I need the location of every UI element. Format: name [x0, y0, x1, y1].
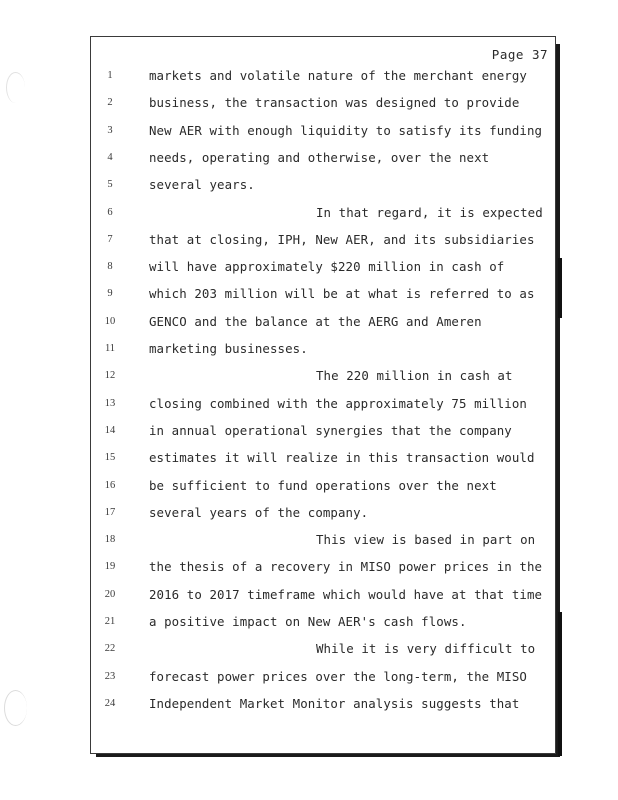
- page-number-label: Page: [491, 47, 524, 62]
- line-text: New AER with enough liquidity to satisfy its funding: [149, 122, 543, 138]
- transcript-line: [0, 123, 618, 143]
- line-text: will have approximately $220 million in cash of: [149, 259, 505, 275]
- line-text: several years.: [149, 177, 255, 193]
- line-number: 18: [104, 534, 116, 546]
- line-number: 3: [107, 124, 113, 136]
- line-text: closing combined with the approximately 75 million: [149, 395, 527, 411]
- line-text: estimates it will realize in this transaction would: [149, 450, 535, 466]
- line-text: markets and volatile nature of the merchant energy: [149, 68, 527, 83]
- line-number: 7: [107, 233, 113, 245]
- transcript-line: [0, 232, 618, 252]
- line-text: In that regard, it is expected: [316, 204, 543, 220]
- line-text: the thesis of a recovery in MISO power prices in the: [149, 559, 543, 575]
- transcript-line: [0, 532, 618, 552]
- transcript-line: [0, 478, 618, 498]
- line-number: 10: [104, 315, 116, 327]
- line-number: 2: [107, 97, 113, 109]
- line-number: 22: [104, 643, 116, 655]
- line-number: 5: [107, 179, 113, 191]
- transcript-line: [0, 150, 618, 170]
- line-number: 17: [104, 506, 116, 518]
- transcript-line: [0, 614, 618, 634]
- line-text: The 220 million in cash at: [316, 368, 513, 384]
- line-text: several years of the company.: [149, 504, 369, 520]
- line-number: 24: [104, 697, 116, 709]
- line-number: 21: [104, 616, 116, 627]
- transcript-line: [0, 314, 618, 334]
- transcript-line: [0, 177, 618, 197]
- transcript-line: [0, 669, 618, 689]
- line-text: GENCO and the balance at the AERG and Ameren: [149, 313, 482, 329]
- line-number: 14: [104, 424, 116, 436]
- transcript-line: [0, 259, 618, 279]
- line-number: 16: [104, 479, 116, 491]
- line-text: be sufficient to fund operations over the next: [149, 477, 497, 493]
- line-number: 4: [107, 151, 113, 163]
- transcript-line: [0, 559, 618, 579]
- transcript-line: [0, 696, 618, 716]
- line-text: While it is very difficult to: [316, 641, 536, 657]
- transcript-line: [0, 505, 618, 525]
- line-text: needs, operating and otherwise, over the next: [149, 149, 490, 165]
- transcript-line: [0, 423, 618, 443]
- transcript-line: [0, 368, 618, 388]
- page-number-value: 37: [531, 47, 548, 62]
- line-text: that at closing, IPH, New AER, and its subsidiaries: [149, 231, 535, 247]
- transcript-line: [0, 286, 618, 306]
- transcript-line: [0, 341, 618, 361]
- line-text: Independent Market Monitor analysis suggests that: [149, 695, 520, 711]
- line-number: 13: [104, 397, 116, 409]
- line-text: marketing businesses.: [149, 341, 308, 356]
- line-number: 8: [107, 261, 113, 273]
- line-number: 6: [107, 206, 113, 218]
- page-number: [492, 47, 548, 62]
- transcript-line: [0, 68, 618, 88]
- line-number: 12: [104, 370, 116, 382]
- line-number: 15: [104, 452, 116, 464]
- line-text: business, the transaction was designed to provide: [149, 95, 520, 111]
- line-number: 20: [104, 588, 116, 600]
- line-text: which 203 million will be at what is referred to as: [149, 286, 535, 302]
- line-text: 2016 to 2017 timeframe which would have at that time: [149, 586, 543, 602]
- line-text: in annual operational synergies that the company: [149, 422, 512, 438]
- transcript-line: [0, 396, 618, 416]
- line-text: forecast power prices over the long-term, the MISO: [149, 668, 527, 684]
- line-number: 19: [104, 561, 116, 573]
- transcript-line: [0, 205, 618, 225]
- line-number: 1: [107, 70, 113, 81]
- line-number: 11: [104, 343, 116, 354]
- line-number: 9: [107, 288, 113, 300]
- transcript-line: [0, 95, 618, 115]
- transcript-line: [0, 450, 618, 470]
- line-text: a positive impact on New AER's cash flows.: [149, 614, 467, 629]
- line-text: This view is based in part on: [316, 532, 536, 548]
- transcript-line: [0, 587, 618, 607]
- line-number: 23: [104, 670, 116, 682]
- transcript-line: [0, 641, 618, 661]
